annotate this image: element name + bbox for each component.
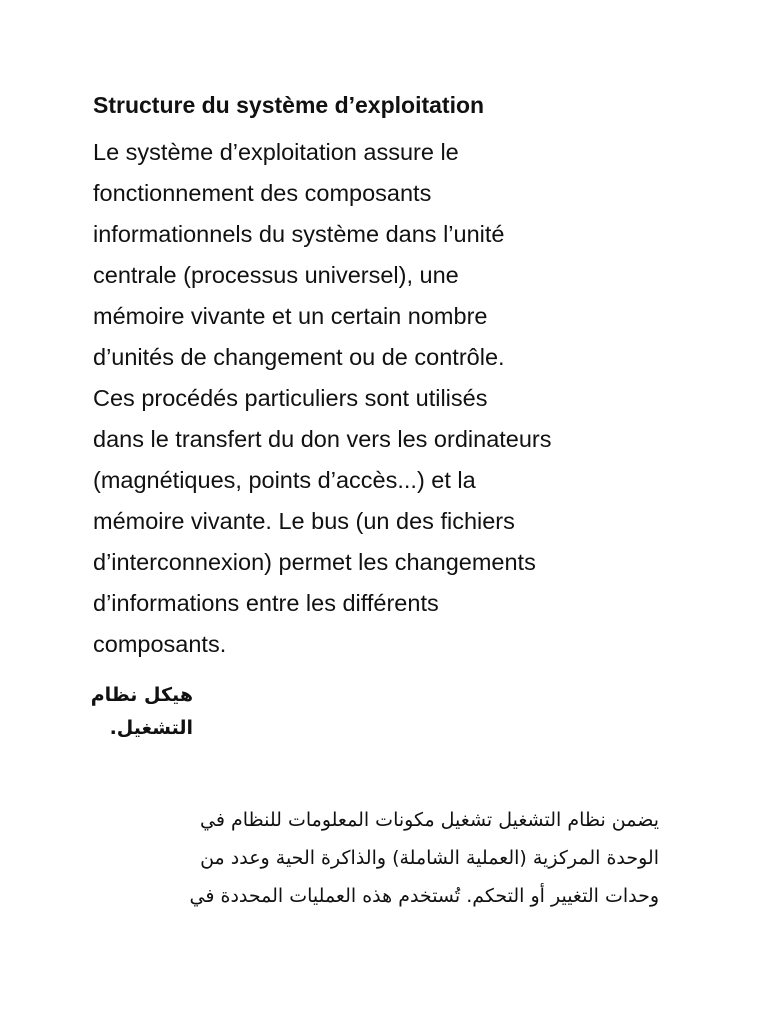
paragraph-line: fonctionnement des composants: [93, 180, 432, 206]
arabic-paragraph: [93, 801, 659, 915]
paragraph-line: mémoire vivante et un certain nombre: [93, 303, 488, 329]
paragraph-line: centrale (processus universel), une: [93, 262, 459, 288]
document-title: Structure du système d’exploitation: [93, 92, 485, 118]
paragraph-line: d’informations entre les différents: [93, 590, 439, 616]
paragraph-line: (magnétiques, points d’accès...) et la: [93, 467, 476, 493]
arabic-title: [90, 679, 193, 745]
paragraph-line: composants.: [93, 631, 227, 657]
paragraph-line: d’interconnexion) permet les changements: [93, 549, 536, 575]
arabic-paragraph-line: وحدات التغيير أو التحكم. تُستخدم هذه العمليات المحددة في: [189, 885, 659, 907]
paragraph-line: Le système d’exploitation assure le: [93, 139, 459, 165]
paragraph-line: d’unités de changement ou de contrôle.: [93, 344, 505, 370]
arabic-title-line: التشغيل.: [109, 717, 193, 739]
document-page: [90, 88, 683, 915]
french-paragraph: [93, 132, 683, 665]
paragraph-line: informationnels du système dans l’unité: [93, 221, 505, 247]
arabic-paragraph-line: الوحدة المركزية (العملية الشاملة) والذاكرة الحية وعدد من: [200, 847, 659, 869]
arabic-paragraph-line: يضمن نظام التشغيل تشغيل مكونات المعلومات للنظام في: [200, 809, 659, 831]
paragraph-line: dans le transfert du don vers les ordinateurs: [93, 426, 552, 452]
paragraph-line: mémoire vivante. Le bus (un des fichiers: [93, 508, 515, 534]
arabic-title-line: هيكل نظام: [90, 684, 193, 706]
paragraph-line: Ces procédés particuliers sont utilisés: [93, 385, 488, 411]
